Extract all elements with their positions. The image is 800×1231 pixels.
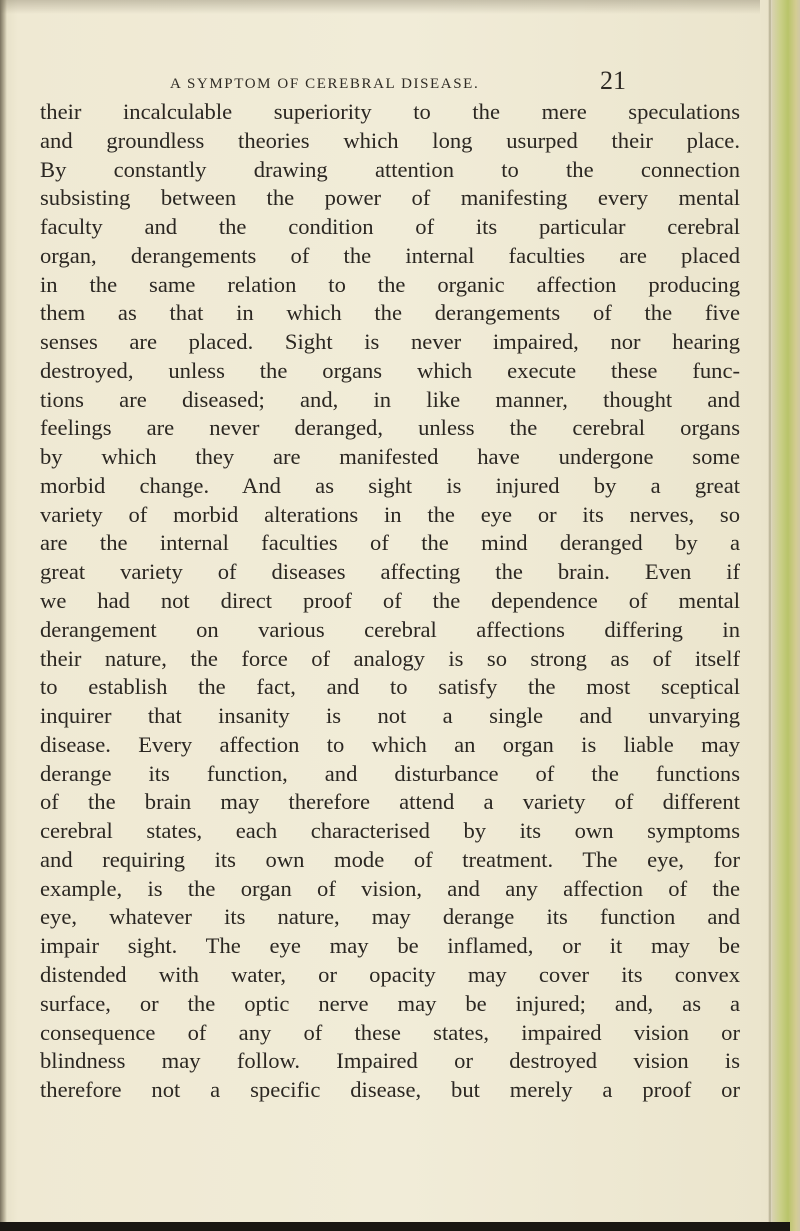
text-line: and groundless theories which long usurped their place. [40,127,740,153]
text-line: to establish the fact, and to satisfy the most sceptical [40,674,740,700]
text-line: of the brain may therefore attend a variety of different [40,789,740,815]
text-line: surface, or the optic nerve may be injured; and, as a [40,990,740,1016]
text-line: their incalculable superiority to the mere speculations [40,99,740,124]
text-line: blindness may follow. Impaired or destroyed vision is [40,1048,740,1074]
text-line: example, is the organ of vision, and any affection of the [40,875,740,901]
text-line: destroyed, unless the organs which execute these func- [40,357,740,383]
text-line: faculty and the condition of its particular cerebral [40,214,740,240]
text-line: their nature, the force of analogy is so strong as of itself [40,645,740,671]
text-line: therefore not a specific disease, but merely a proof or [40,1077,740,1103]
text-line: disease. Every affection to which an organ is liable may [40,731,740,757]
text-line: we had not direct proof of the dependence of mental [40,588,740,614]
adjacent-page-strip [772,0,800,1231]
text-line: impair sight. The eye may be inflamed, or it may be [40,933,740,959]
text-line: them as that in which the derangements of the five [40,300,740,326]
text-line: distended with water, or opacity may cover its convex [40,961,740,987]
text-line: tions are diseased; and, in like manner, thought and [40,386,740,412]
text-line: by which they are manifested have undergone some [40,444,740,470]
page-top-shadow [0,0,760,14]
text-line: in the same relation to the organic affection producing [40,271,740,297]
text-line: organ, derangements of the internal faculties are placed [40,242,740,268]
page-left-edge [0,0,7,1231]
text-line: cerebral states, each characterised by its own symptoms [40,818,740,844]
text-line: By constantly drawing attention to the connection [40,156,740,182]
text-line: inquirer that insanity is not a single and unvarying [40,703,740,729]
text-line: derangement on various cerebral affections differing in [40,616,740,642]
text-line: subsisting between the power of manifesting every mental [40,185,740,211]
bottom-scan-edge [0,1222,790,1231]
text-line: eye, whatever its nature, may derange its function and [40,904,740,930]
text-line: consequence of any of these states, impaired vision or [40,1019,740,1045]
text-line: feelings are never deranged, unless the cerebral organs [40,415,740,441]
text-line: and requiring its own mode of treatment. The eye, for [40,846,740,872]
text-line: derange its function, and disturbance of the functions [40,760,740,786]
text-line: variety of morbid alterations in the eye or its nerves, so [40,501,740,527]
page-number: 21 [600,66,626,95]
text-line: morbid change. And as sight is injured by a great [40,472,740,498]
text-line: senses are placed. Sight is never impaired, nor hearing [40,329,740,355]
running-head: A SYMPTOM OF CEREBRAL DISEASE. [170,76,480,92]
text-line: are the internal faculties of the mind deranged by a [40,530,740,556]
body-text [40,98,740,1105]
text-line: great variety of diseases affecting the brain. Even if [40,559,740,585]
